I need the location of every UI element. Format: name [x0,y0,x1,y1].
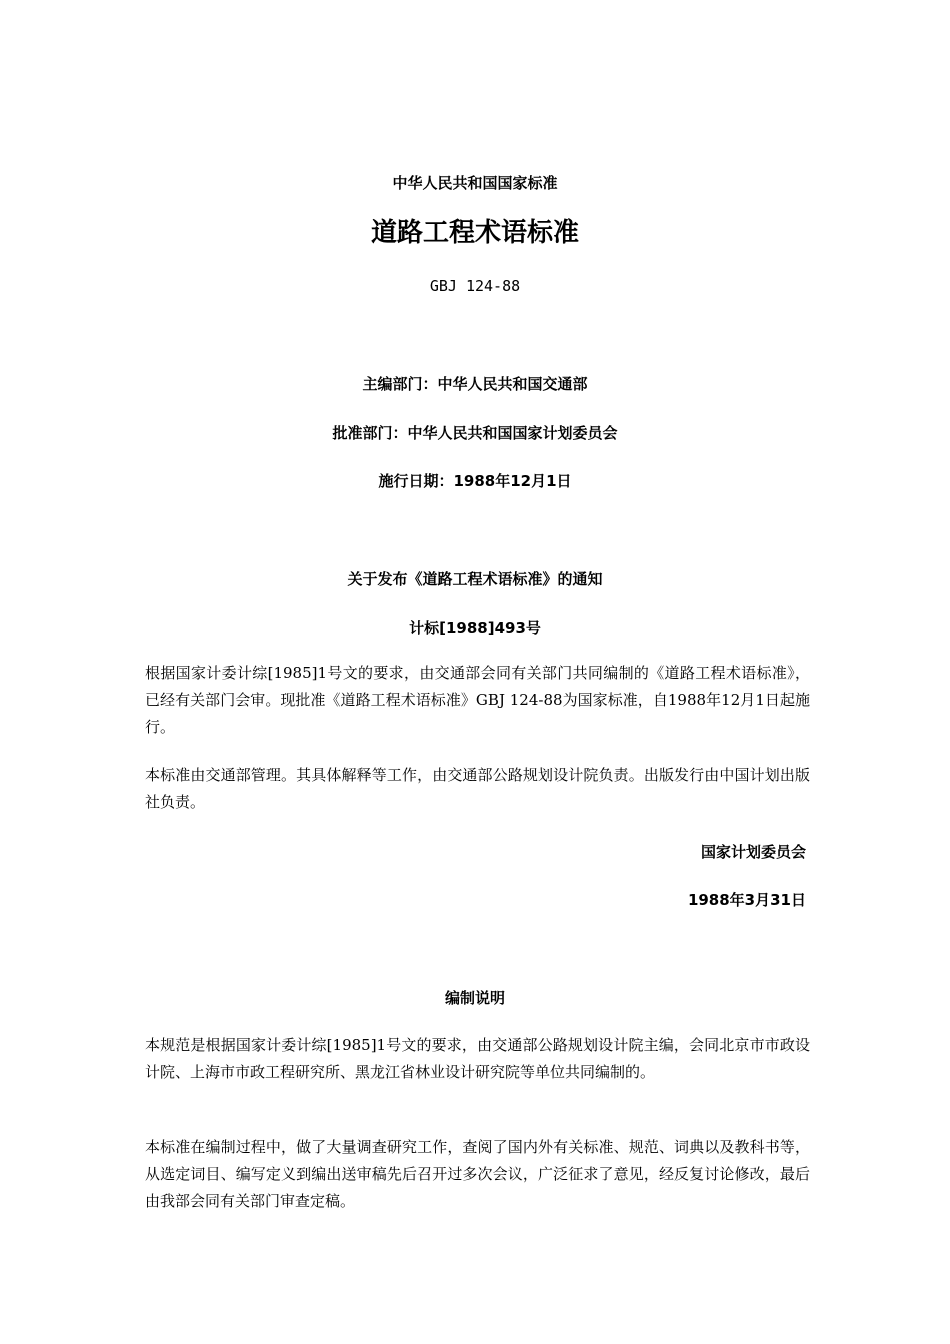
notice-paragraph: 本标准由交通部管理。其具体解释等工作，由交通部公路规划设计院负责。出版发行由中国计划出版社负责。 [145,766,810,811]
notice-number: 计标[1988]493号 [409,619,541,637]
effective-date: 施行日期：1988年12月1日 [378,472,572,490]
approval-department: 批准部门：中华人民共和国国家计划委员会 [332,424,618,442]
compilation-section-title: 编制说明 [444,989,505,1007]
issuer-signature: 国家计划委员会 [700,843,806,861]
compilation-paragraph: 本标准在编制过程中，做了大量调查研究工作，查阅了国内外有关标准、规范、词典以及教科书等，从选定词目、编写定义到编出送审稿先后召开过多次会议，广泛征求了意见，经反复讨论修改，最后由我部会同有关部门审查定稿。 [145,1138,810,1210]
standard-code: GBJ 124-88 [429,277,521,295]
notice-title: 关于发布《道路工程术语标准》的通知 [347,570,603,588]
notice-paragraph: 根据国家计委计综[1985]1号文的要求，由交通部会同有关部门共同编制的《道路工程术语标准》，已经有关部门会审。现批准《道路工程术语标准》GBJ 124-88为国家标准，自1988年12月1日起施行。 [145,664,810,736]
compilation-paragraph: 本规范是根据国家计委计综[1985]1号文的要求，由交通部公路规划设计院主编，会同北京市市政设计院、上海市市政工程研究所、黑龙江省林业设计研究院等单位共同编制的。 [145,1036,810,1081]
standard-type-heading: 中华人民共和国国家标准 [392,174,558,192]
issue-date: 1988年3月31日 [687,891,806,909]
editor-department: 主编部门：中华人民共和国交通部 [362,375,588,393]
document-title: 道路工程术语标准 [370,218,579,248]
